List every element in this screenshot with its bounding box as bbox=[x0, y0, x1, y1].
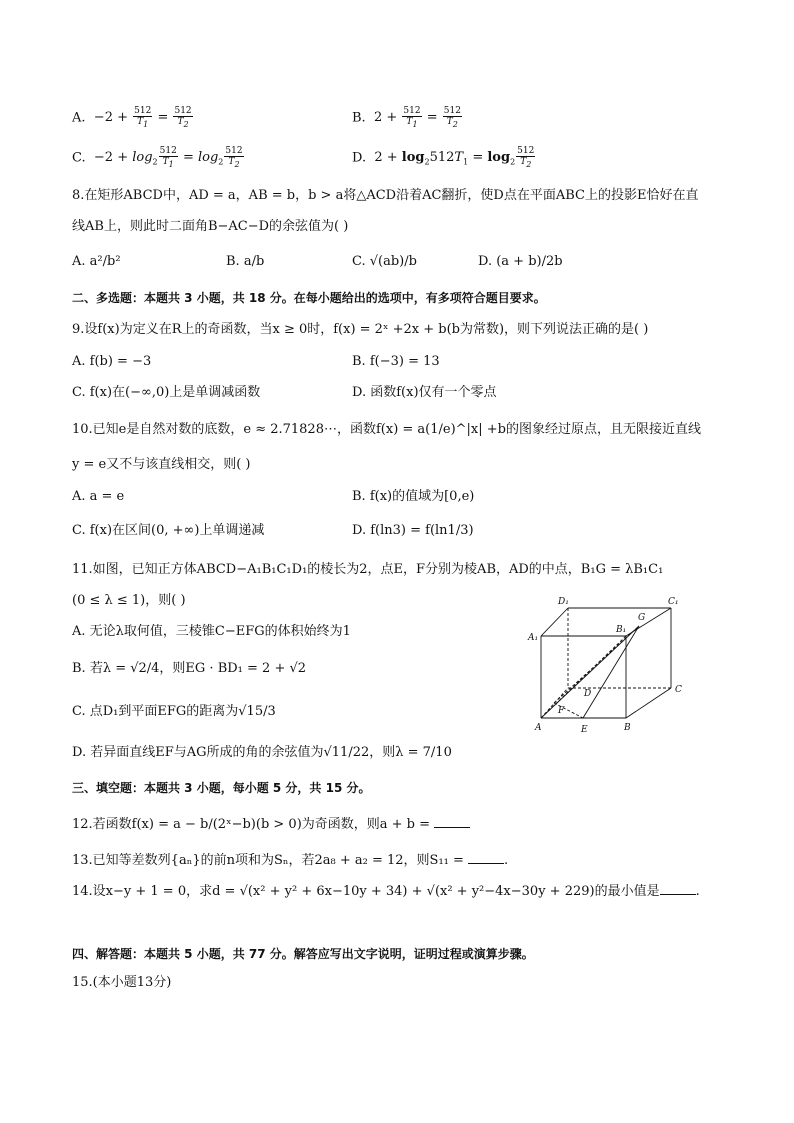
label-c1: C₁ bbox=[668, 597, 679, 607]
q11-option-d: D. 若异面直线EF与AG所成的角的余弦值为√11/22，则λ = 7/10 bbox=[72, 745, 452, 760]
q15-heading: 15.(本小题13分) bbox=[72, 975, 172, 990]
q10-option-d: D. f(ln3) = f(ln1/3) bbox=[352, 523, 474, 538]
label-d1: D₁ bbox=[558, 597, 569, 607]
label-f: F bbox=[558, 706, 565, 716]
q9-option-a: A. f(b) = −3 bbox=[72, 354, 152, 369]
q9-option-c: C. f(x)在(−∞,0)上是单调减函数 bbox=[72, 385, 261, 400]
answer-blank[interactable] bbox=[660, 882, 696, 895]
label-c: C bbox=[675, 685, 682, 695]
q10-option-c: C. f(x)在区间(0, +∞)上单调递减 bbox=[72, 523, 265, 538]
q10-line2: y = e又不与该直线相交，则( ) bbox=[72, 457, 251, 472]
answer-blank[interactable] bbox=[434, 815, 470, 828]
q13-text: 13.已知等差数列{aₙ}的前n项和为Sₙ，若2a₈ + a₂ = 12，则S₁₁ = bbox=[72, 853, 469, 868]
label-a1: A₁ bbox=[528, 633, 539, 643]
q8-line1: 8.在矩形ABCD中，AD = a，AB = b，b > a将△ACD沿着AC翻折，使D点在平面ABC上的投影E恰好在直 bbox=[72, 188, 699, 203]
q14: 14.设x−y + 1 = 0，求d = √(x² + y² + 6x−10y + 34) + √(x² + y²−4x−30y + 229)的最小值是 . bbox=[72, 884, 700, 899]
q7-option-c bbox=[72, 146, 245, 173]
q13: 13.已知等差数列{aₙ}的前n项和为Sₙ，若2a₈ + a₂ = 12，则S₁₁ = . bbox=[72, 853, 509, 868]
option-label: A. bbox=[72, 110, 86, 126]
q7-option-b bbox=[352, 106, 463, 130]
label-a: A bbox=[535, 723, 542, 733]
q10-option-a: A. a = e bbox=[72, 489, 125, 504]
q12 bbox=[72, 815, 470, 835]
answer-blank[interactable] bbox=[468, 851, 504, 864]
q9-option-b: B. f(−3) = 13 bbox=[352, 354, 440, 369]
q14-text: 14.设x−y + 1 = 0，求d = √(x² + y² + 6x−10y + 34) + √(x² + y²−4x−30y + 229)的最小值是 bbox=[72, 884, 660, 899]
label-e: E bbox=[581, 725, 588, 735]
label-d: D bbox=[584, 689, 592, 699]
section-4-heading: 四、解答题：本题共 5 小题，共 77 分。解答应写出文字说明，证明过程或演算步骤。 bbox=[72, 947, 534, 961]
option-label: D. bbox=[352, 150, 367, 166]
q11-line2: (0 ≤ λ ≤ 1)，则( ) bbox=[72, 593, 186, 608]
q8-option-c: C. √(ab)/b bbox=[352, 254, 417, 269]
label-g: G bbox=[638, 613, 646, 623]
q11-option-b: B. 若λ = √2/4，则EG · BD₁ = 2 + √2 bbox=[72, 661, 307, 676]
section-3-heading: 三、填空题：本题共 3 小题，每小题 5 分，共 15 分。 bbox=[72, 781, 371, 795]
q7-a-expr: −2 + $\frac{512}{T_1}$ = $\frac{512}{T_2}$ bbox=[89, 106, 192, 129]
q12-text: 12.若函数f(x) = a − b/(2ˣ−b)(b > 0)为奇函数，则a + b = bbox=[72, 817, 435, 832]
q8-line2: 线AB上，则此时二面角B−AC−D的余弦值为( ) bbox=[72, 219, 349, 234]
q7-d-expr: $2 + \log_2512T_1 = \log_2$ $\frac{512}{T_2}$ bbox=[370, 146, 535, 169]
section-2-heading: 二、多选题：本题共 3 小题，共 18 分。在每小题给出的选项中，有多项符合题目要求。 bbox=[72, 291, 546, 305]
q8-option-a: A. a²/b² bbox=[72, 254, 121, 269]
q10-line1: 10.已知e是自然对数的底数，e ≈ 2.71828⋯，函数f(x) = a(1/e)^|x| +b的图象经过原点，且无限接近直线 bbox=[72, 422, 701, 437]
q11-line1: 11.如图，已知正方体ABCD−A₁B₁C₁D₁的棱长为2，点E，F分别为棱AB，AD的中点，B₁G = λB₁C₁ bbox=[72, 562, 664, 577]
q11-option-c: C. 点D₁到平面EFG的距离为√15/3 bbox=[72, 704, 276, 719]
q7-option-a bbox=[72, 106, 194, 130]
q10-option-b: B. f(x)的值域为[0,e) bbox=[352, 489, 475, 504]
label-b: B bbox=[624, 723, 631, 733]
cube-figure bbox=[526, 592, 696, 742]
option-label: C. bbox=[72, 150, 86, 166]
q9-option-d: D. 函数f(x)仅有一个零点 bbox=[352, 385, 497, 400]
q9-stem: 9.设f(x)为定义在R上的奇函数，当x ≥ 0时，f(x) = 2ˣ +2x + b(b为常数)，则下列说法正确的是( ) bbox=[72, 322, 649, 337]
option-label: B. bbox=[352, 110, 366, 126]
q7-option-d bbox=[352, 146, 536, 173]
q7-c-expr: $-2 + \log_2$ $\frac{512}{T_1}$ = $\log_2$ $\frac{512}{T_2}$ bbox=[89, 146, 243, 169]
q8-option-d: D. (a + b)/2b bbox=[478, 254, 563, 269]
label-b1: B₁ bbox=[616, 625, 627, 635]
q7-b-expr: 2 + $\frac{512}{T_1}$ = $\frac{512}{T_2}$ bbox=[369, 106, 461, 129]
q8-option-b: B. a/b bbox=[226, 254, 265, 269]
q11-option-a: A. 无论λ取何值，三棱锥C−EFG的体积始终为1 bbox=[72, 624, 351, 639]
